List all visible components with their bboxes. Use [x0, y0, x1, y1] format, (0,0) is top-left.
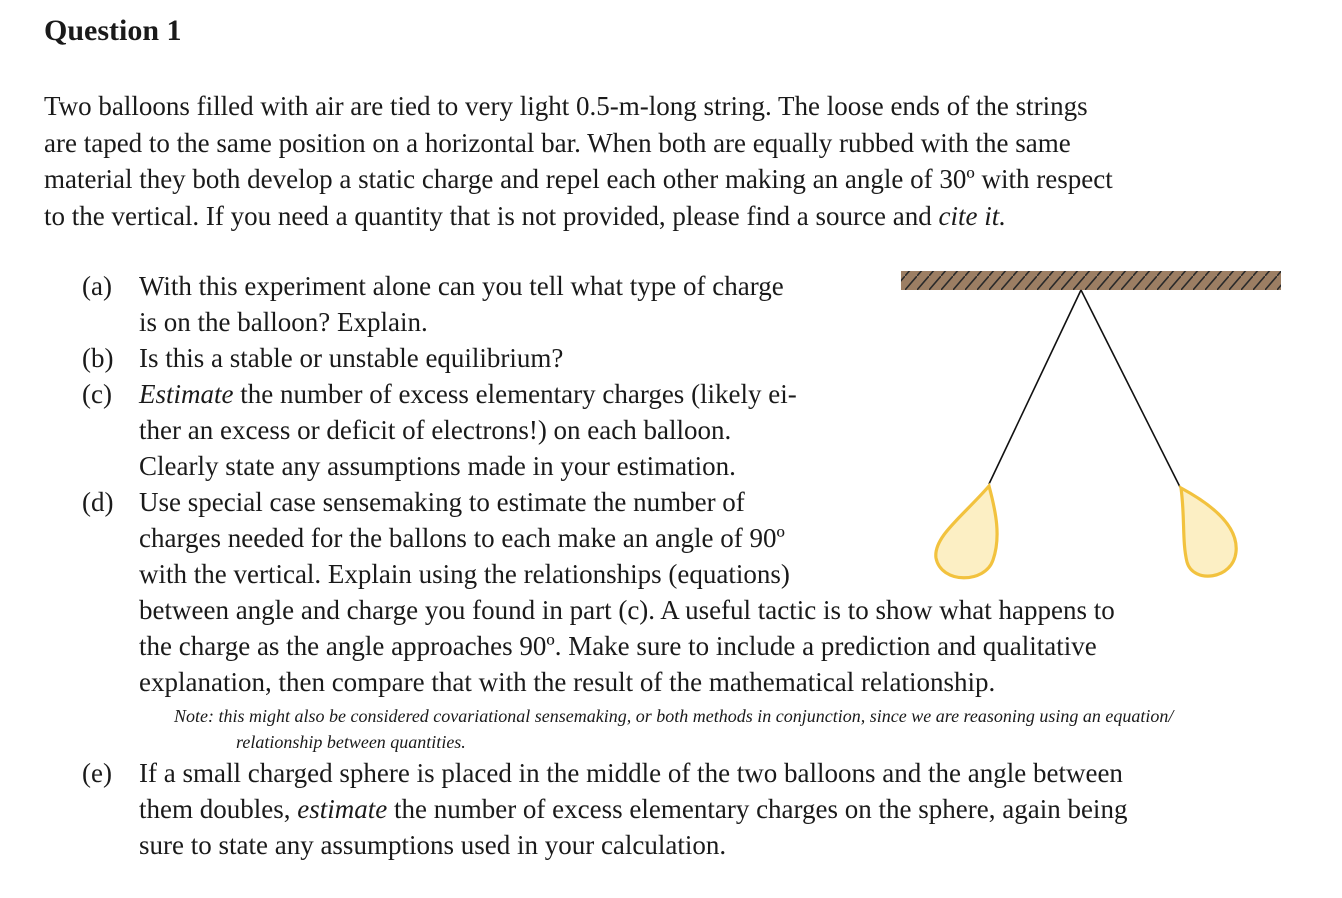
- left-string: [989, 290, 1081, 484]
- intro-line-1: Two balloons filled with air are tied to very light 0.5-m-long string. The loose ends of the strings: [44, 91, 1088, 121]
- part-d-line-6: explanation, then compare that with the result of the mathematical relationship.: [139, 667, 996, 697]
- problem-statement: [44, 88, 1304, 234]
- part-a-line-1: With this experiment alone can you tell what type of charge: [139, 271, 784, 301]
- right-balloon: [1181, 488, 1236, 576]
- part-d-line-5: the charge as the angle approaches 90º. Make sure to include a prediction and qualitative: [139, 631, 1097, 661]
- question-title: Question 1: [44, 14, 182, 47]
- balloon-diagram: [893, 262, 1293, 592]
- left-balloon: [936, 486, 997, 578]
- part-b-line-1: Is this a stable or unstable equilibrium?: [139, 343, 564, 373]
- part-c-line-3: Clearly state any assumptions made in your estimation.: [139, 451, 736, 481]
- part-d-note-line-2: relationship between quantities.: [236, 732, 466, 752]
- part-d-line-2: charges needed for the ballons to each make an angle of 90º: [139, 523, 785, 553]
- intro-line-3: material they both develop a static charge and repel each other making an angle of 30º with respect: [44, 164, 1113, 194]
- part-c-emphasis: Estimate: [139, 379, 234, 409]
- part-c-line-1: [139, 376, 797, 412]
- part-d-line-4: between angle and charge you found in part (c). A useful tactic is to show what happens to: [139, 595, 1115, 625]
- part-e-label: (e): [82, 758, 112, 788]
- cite-emphasis: cite it.: [938, 200, 1006, 231]
- part-e-line-2-rest: the number of excess elementary charges on the sphere, again being: [387, 794, 1128, 824]
- intro-line-4-text: to the vertical. If you need a quantity that is not provided, please find a source and: [44, 200, 939, 231]
- part-e-line-1: If a small charged sphere is placed in the middle of the two balloons and the angle between: [139, 758, 1123, 788]
- horizontal-bar: [901, 271, 1281, 290]
- part-c-line-1-rest: the number of excess elementary charges (likely ei-: [233, 379, 797, 409]
- part-d-line-3: with the vertical. Explain using the relationships (equations): [139, 559, 790, 589]
- part-c-line-2: ther an excess or deficit of electrons!) on each balloon.: [139, 415, 732, 445]
- part-e-line-3: sure to state any assumptions used in your calculation.: [139, 830, 727, 860]
- part-a-line-2: is on the balloon? Explain.: [139, 307, 428, 337]
- part-e-line-2-pre: them doubles,: [139, 794, 298, 824]
- part-a-label: (a): [82, 271, 112, 301]
- part-b-label: (b): [82, 343, 114, 373]
- intro-line-4: [44, 198, 1304, 235]
- part-c-label: (c): [82, 379, 112, 409]
- part-d-note-line-1: Note: this might also be considered covariational sensemaking, or both methods in conjunction, since we are reasoning using an equation/: [174, 706, 1174, 726]
- right-string: [1081, 290, 1180, 487]
- intro-line-2: are taped to the same position on a horizontal bar. When both are equally rubbed with the same: [44, 127, 1071, 158]
- part-e-emphasis: estimate: [297, 794, 388, 824]
- part-e-line-2: [139, 791, 1127, 827]
- part-d-label: (d): [82, 487, 114, 517]
- part-d-line-1: Use special case sensemaking to estimate the number of: [139, 487, 745, 517]
